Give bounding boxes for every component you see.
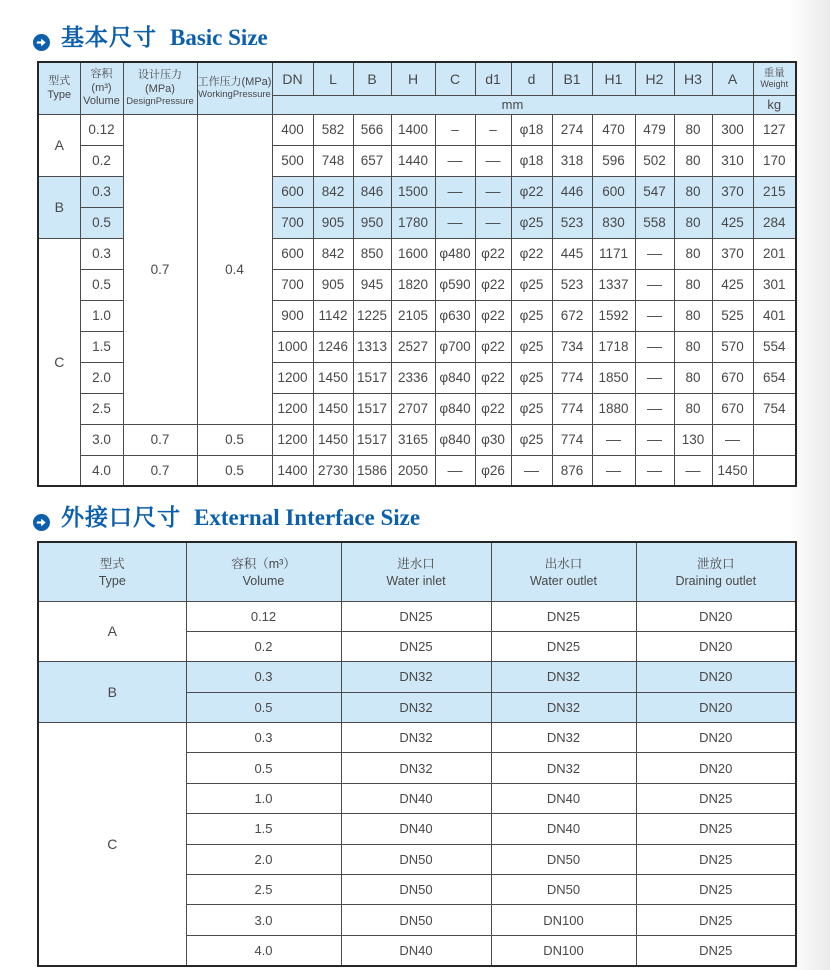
data-cell: DN32 bbox=[341, 692, 491, 722]
col-header-design-pressure-en: DesignPressure bbox=[126, 96, 194, 108]
data-cell: 2.5 bbox=[186, 875, 341, 905]
data-cell: 596 bbox=[592, 145, 635, 176]
col-header-draining-outlet-en: Draining outlet bbox=[675, 573, 757, 588]
dim-header-dn: DN bbox=[272, 62, 313, 95]
data-cell bbox=[753, 424, 796, 455]
data-cell: 1718 bbox=[592, 331, 635, 362]
data-cell: 900 bbox=[272, 300, 313, 331]
col-header-water-inlet-en: Water inlet bbox=[386, 573, 446, 588]
type-cell: B bbox=[38, 662, 186, 723]
data-cell: 842 bbox=[313, 238, 353, 269]
data-cell: 0.5 bbox=[186, 753, 341, 783]
data-cell: 318 bbox=[552, 145, 592, 176]
data-cell: 2527 bbox=[391, 331, 435, 362]
external-interface-table bbox=[37, 541, 797, 967]
data-cell: 905 bbox=[313, 207, 353, 238]
data-cell: –– bbox=[674, 455, 712, 486]
data-cell: 2.0 bbox=[80, 362, 123, 393]
data-cell: 1450 bbox=[313, 393, 353, 424]
data-cell: 945 bbox=[353, 269, 391, 300]
data-cell: DN20 bbox=[636, 723, 796, 753]
data-cell: –– bbox=[475, 176, 511, 207]
circle-arrow-right-icon bbox=[33, 510, 50, 527]
table-row bbox=[38, 455, 796, 486]
dim-header-h2: H2 bbox=[635, 62, 674, 95]
data-cell: 523 bbox=[552, 207, 592, 238]
data-cell: –– bbox=[635, 362, 674, 393]
col-header-working-pressure bbox=[197, 62, 272, 114]
data-cell: 0.7 bbox=[123, 455, 197, 486]
dim-header-h1: H1 bbox=[592, 62, 635, 95]
dim-header-l: L bbox=[313, 62, 353, 95]
table-row bbox=[38, 424, 796, 455]
data-cell: 0.5 bbox=[186, 692, 341, 722]
dim-header-a: A bbox=[712, 62, 753, 95]
data-cell: 301 bbox=[753, 269, 796, 300]
data-cell: –– bbox=[435, 455, 475, 486]
type-cell: B bbox=[38, 176, 80, 238]
data-cell: 1820 bbox=[391, 269, 435, 300]
data-cell: 654 bbox=[753, 362, 796, 393]
data-cell: 80 bbox=[674, 114, 712, 145]
data-cell: –– bbox=[475, 207, 511, 238]
col-header-volume-zh: 容积(m³) bbox=[90, 67, 113, 94]
data-cell: φ25 bbox=[511, 331, 552, 362]
data-cell: 170 bbox=[753, 145, 796, 176]
data-cell: 130 bbox=[674, 424, 712, 455]
dim-header-b: B bbox=[353, 62, 391, 95]
data-cell: 1440 bbox=[391, 145, 435, 176]
data-cell: 80 bbox=[674, 269, 712, 300]
data-cell: 582 bbox=[313, 114, 353, 145]
col-header-type-en: Type bbox=[98, 573, 126, 588]
data-cell: DN20 bbox=[636, 601, 796, 631]
data-cell: 0.12 bbox=[186, 601, 341, 631]
data-cell: 446 bbox=[552, 176, 592, 207]
col-header-type-zh: 型式 bbox=[99, 556, 125, 571]
col-header-type bbox=[38, 542, 186, 601]
data-cell: DN32 bbox=[341, 723, 491, 753]
data-cell: DN50 bbox=[491, 875, 636, 905]
type-cell: C bbox=[38, 723, 186, 966]
data-cell: φ18 bbox=[511, 145, 552, 176]
data-cell: 905 bbox=[313, 269, 353, 300]
data-cell: 2105 bbox=[391, 300, 435, 331]
unit-kg-header: kg bbox=[753, 95, 796, 114]
data-cell: 0.2 bbox=[80, 145, 123, 176]
data-cell: DN25 bbox=[341, 631, 491, 661]
data-cell: 2.0 bbox=[186, 844, 341, 874]
data-cell: 523 bbox=[552, 269, 592, 300]
data-cell: DN20 bbox=[636, 753, 796, 783]
data-cell: 0.2 bbox=[186, 631, 341, 661]
data-cell: φ22 bbox=[475, 238, 511, 269]
data-cell: 215 bbox=[753, 176, 796, 207]
data-cell: 1450 bbox=[313, 362, 353, 393]
data-cell: DN25 bbox=[636, 905, 796, 935]
data-cell: 566 bbox=[353, 114, 391, 145]
data-cell: 201 bbox=[753, 238, 796, 269]
col-header-draining-outlet-zh: 泄放口 bbox=[696, 556, 735, 571]
data-cell: DN25 bbox=[636, 814, 796, 844]
data-cell: DN40 bbox=[491, 814, 636, 844]
data-cell: φ25 bbox=[511, 424, 552, 455]
data-cell: 1225 bbox=[353, 300, 391, 331]
data-cell: 502 bbox=[635, 145, 674, 176]
data-cell: 672 bbox=[552, 300, 592, 331]
data-cell: –– bbox=[592, 455, 635, 486]
interface-header-row bbox=[38, 542, 796, 601]
col-header-type bbox=[38, 62, 80, 114]
basic-size-title-zh: 基本尺寸 bbox=[61, 25, 157, 50]
data-cell: 274 bbox=[552, 114, 592, 145]
data-cell: φ480 bbox=[435, 238, 475, 269]
data-cell: 3.0 bbox=[80, 424, 123, 455]
data-cell: 774 bbox=[552, 362, 592, 393]
data-cell: 1200 bbox=[272, 424, 313, 455]
data-cell: φ25 bbox=[511, 300, 552, 331]
col-header-weight bbox=[753, 62, 796, 95]
data-cell: 0.5 bbox=[197, 424, 272, 455]
col-header-volume bbox=[186, 542, 341, 601]
data-cell: DN100 bbox=[491, 935, 636, 965]
col-header-draining-outlet bbox=[636, 542, 796, 601]
data-cell: 1586 bbox=[353, 455, 391, 486]
data-cell: 4.0 bbox=[80, 455, 123, 486]
data-cell: φ25 bbox=[511, 207, 552, 238]
dim-header-d: d bbox=[511, 62, 552, 95]
data-cell: 1337 bbox=[592, 269, 635, 300]
interface-size-title-en: External Interface Size bbox=[194, 505, 421, 530]
data-cell: 1313 bbox=[353, 331, 391, 362]
data-cell: φ22 bbox=[475, 269, 511, 300]
data-cell: DN32 bbox=[491, 753, 636, 783]
data-cell: 445 bbox=[552, 238, 592, 269]
working-pressure-cell: 0.4 bbox=[197, 114, 272, 424]
basic-header-row-1 bbox=[38, 62, 796, 95]
data-cell: 547 bbox=[635, 176, 674, 207]
data-cell: 3165 bbox=[391, 424, 435, 455]
data-cell: DN40 bbox=[341, 814, 491, 844]
data-cell: 700 bbox=[272, 207, 313, 238]
data-cell: DN40 bbox=[341, 935, 491, 965]
data-cell: DN50 bbox=[341, 875, 491, 905]
col-header-design-pressure bbox=[123, 62, 197, 114]
data-cell: 500 bbox=[272, 145, 313, 176]
data-cell: φ25 bbox=[511, 269, 552, 300]
data-cell: 300 bbox=[712, 114, 753, 145]
data-cell: 80 bbox=[674, 145, 712, 176]
data-cell: –– bbox=[635, 424, 674, 455]
basic-size-title-en: Basic Size bbox=[170, 25, 268, 50]
data-cell: φ630 bbox=[435, 300, 475, 331]
data-cell: 1200 bbox=[272, 362, 313, 393]
data-cell: 570 bbox=[712, 331, 753, 362]
data-cell: DN20 bbox=[636, 692, 796, 722]
data-cell: 470 bbox=[592, 114, 635, 145]
data-cell: 1246 bbox=[313, 331, 353, 362]
data-cell: φ22 bbox=[475, 300, 511, 331]
table-row bbox=[38, 114, 796, 145]
data-cell: 0.3 bbox=[186, 662, 341, 692]
dim-header-h3: H3 bbox=[674, 62, 712, 95]
data-cell: φ840 bbox=[435, 393, 475, 424]
col-header-type-en: Type bbox=[47, 88, 72, 101]
data-cell: 370 bbox=[712, 176, 753, 207]
col-header-working-pressure-en: WorkingPressure bbox=[198, 89, 271, 101]
circle-arrow-right-icon bbox=[33, 30, 50, 47]
data-cell: 1.5 bbox=[80, 331, 123, 362]
data-cell: 2336 bbox=[391, 362, 435, 393]
data-cell: φ22 bbox=[475, 393, 511, 424]
interface-size-title bbox=[33, 504, 795, 532]
dim-header-h: H bbox=[391, 62, 435, 95]
data-cell: DN40 bbox=[341, 783, 491, 813]
data-cell: –– bbox=[435, 145, 475, 176]
data-cell: DN25 bbox=[491, 631, 636, 661]
unit-mm-header: mm bbox=[272, 95, 753, 114]
data-cell: –– bbox=[435, 207, 475, 238]
data-cell: 850 bbox=[353, 238, 391, 269]
data-cell: 2730 bbox=[313, 455, 353, 486]
data-cell: φ30 bbox=[475, 424, 511, 455]
data-cell: φ25 bbox=[511, 362, 552, 393]
design-pressure-cell: 0.7 bbox=[123, 114, 197, 424]
data-cell: φ840 bbox=[435, 362, 475, 393]
data-cell: 1600 bbox=[391, 238, 435, 269]
col-header-volume-en: Volume bbox=[83, 95, 120, 108]
col-header-water-outlet-en: Water outlet bbox=[530, 573, 597, 588]
data-cell: φ700 bbox=[435, 331, 475, 362]
data-cell: 80 bbox=[674, 331, 712, 362]
data-cell: 1517 bbox=[353, 393, 391, 424]
data-cell: 80 bbox=[674, 207, 712, 238]
data-cell: 80 bbox=[674, 300, 712, 331]
data-cell: 2707 bbox=[391, 393, 435, 424]
table-row bbox=[38, 601, 796, 631]
data-cell: 525 bbox=[712, 300, 753, 331]
data-cell: DN100 bbox=[491, 905, 636, 935]
data-cell: DN20 bbox=[636, 662, 796, 692]
data-cell: 400 bbox=[272, 114, 313, 145]
type-cell: C bbox=[38, 238, 80, 486]
data-cell: 310 bbox=[712, 145, 753, 176]
basic-size-table bbox=[37, 61, 797, 487]
col-header-volume-zh: 容积（m³） bbox=[231, 556, 296, 571]
data-cell: φ22 bbox=[475, 362, 511, 393]
data-cell: 1200 bbox=[272, 393, 313, 424]
data-cell: 0.12 bbox=[80, 114, 123, 145]
data-cell: 1517 bbox=[353, 424, 391, 455]
data-cell: φ22 bbox=[475, 331, 511, 362]
data-cell: 558 bbox=[635, 207, 674, 238]
data-cell: –– bbox=[435, 176, 475, 207]
data-cell: 401 bbox=[753, 300, 796, 331]
data-cell: 700 bbox=[272, 269, 313, 300]
data-cell: DN50 bbox=[341, 844, 491, 874]
data-cell: DN50 bbox=[491, 844, 636, 874]
data-cell: 4.0 bbox=[186, 935, 341, 965]
data-cell: – bbox=[435, 114, 475, 145]
data-cell: 600 bbox=[272, 176, 313, 207]
data-cell: 0.5 bbox=[80, 269, 123, 300]
data-cell: 670 bbox=[712, 362, 753, 393]
table-row bbox=[38, 662, 796, 692]
data-cell: –– bbox=[635, 455, 674, 486]
data-cell: 80 bbox=[674, 176, 712, 207]
data-cell: 734 bbox=[552, 331, 592, 362]
data-cell: 1.0 bbox=[186, 783, 341, 813]
data-cell: 2.5 bbox=[80, 393, 123, 424]
col-header-design-pressure-zh: 设计压力(MPa) bbox=[138, 68, 182, 95]
data-cell: 0.3 bbox=[186, 723, 341, 753]
data-cell: φ840 bbox=[435, 424, 475, 455]
data-cell: 425 bbox=[712, 269, 753, 300]
col-header-type-zh: 型式 bbox=[48, 74, 71, 87]
interface-size-title-zh: 外接口尺寸 bbox=[61, 505, 181, 530]
dim-header-b1: B1 bbox=[552, 62, 592, 95]
dim-header-c: C bbox=[435, 62, 475, 95]
data-cell: 1517 bbox=[353, 362, 391, 393]
data-cell: –– bbox=[635, 300, 674, 331]
data-cell: –– bbox=[475, 145, 511, 176]
data-cell: –– bbox=[511, 455, 552, 486]
data-cell: 748 bbox=[313, 145, 353, 176]
data-cell: 774 bbox=[552, 393, 592, 424]
data-cell: 80 bbox=[674, 393, 712, 424]
col-header-volume bbox=[80, 62, 123, 114]
data-cell: φ25 bbox=[511, 393, 552, 424]
data-cell: DN32 bbox=[491, 723, 636, 753]
data-cell: DN50 bbox=[341, 905, 491, 935]
data-cell: DN25 bbox=[491, 601, 636, 631]
data-cell: –– bbox=[592, 424, 635, 455]
data-cell: 670 bbox=[712, 393, 753, 424]
data-cell: 754 bbox=[753, 393, 796, 424]
data-cell: 0.5 bbox=[80, 207, 123, 238]
data-cell: 1000 bbox=[272, 331, 313, 362]
data-cell: DN20 bbox=[636, 631, 796, 661]
table-row bbox=[38, 723, 796, 753]
data-cell: 600 bbox=[272, 238, 313, 269]
data-cell: DN32 bbox=[491, 662, 636, 692]
data-cell: 1780 bbox=[391, 207, 435, 238]
data-cell: φ26 bbox=[475, 455, 511, 486]
data-cell: 0.7 bbox=[123, 424, 197, 455]
data-cell: 370 bbox=[712, 238, 753, 269]
data-cell bbox=[753, 455, 796, 486]
data-cell: DN32 bbox=[491, 692, 636, 722]
data-cell: 1142 bbox=[313, 300, 353, 331]
data-cell: 830 bbox=[592, 207, 635, 238]
data-cell: 127 bbox=[753, 114, 796, 145]
data-cell: DN32 bbox=[341, 753, 491, 783]
data-cell: 876 bbox=[552, 455, 592, 486]
data-cell: DN40 bbox=[491, 783, 636, 813]
data-cell: 3.0 bbox=[186, 905, 341, 935]
data-cell: φ590 bbox=[435, 269, 475, 300]
data-cell: 1.0 bbox=[80, 300, 123, 331]
data-cell: 80 bbox=[674, 238, 712, 269]
data-cell: 1450 bbox=[313, 424, 353, 455]
data-cell: 479 bbox=[635, 114, 674, 145]
data-cell: 846 bbox=[353, 176, 391, 207]
data-cell: –– bbox=[635, 393, 674, 424]
data-cell: 1592 bbox=[592, 300, 635, 331]
data-cell: DN32 bbox=[341, 662, 491, 692]
data-cell: –– bbox=[635, 331, 674, 362]
data-cell: 80 bbox=[674, 362, 712, 393]
data-cell: 1500 bbox=[391, 176, 435, 207]
data-cell: 950 bbox=[353, 207, 391, 238]
data-cell: 1880 bbox=[592, 393, 635, 424]
data-cell: – bbox=[475, 114, 511, 145]
data-cell: DN25 bbox=[636, 783, 796, 813]
col-header-water-outlet-zh: 出水口 bbox=[544, 556, 583, 571]
col-header-weight-en: Weight bbox=[760, 78, 789, 89]
data-cell: φ22 bbox=[511, 238, 552, 269]
data-cell: DN25 bbox=[636, 875, 796, 905]
data-cell: 1400 bbox=[391, 114, 435, 145]
data-cell: 657 bbox=[353, 145, 391, 176]
data-cell: 1450 bbox=[712, 455, 753, 486]
section-spacer bbox=[33, 487, 795, 504]
col-header-working-pressure-zh: 工作压力(MPa) bbox=[197, 75, 272, 88]
col-header-water-outlet bbox=[491, 542, 636, 601]
data-cell: 2050 bbox=[391, 455, 435, 486]
data-cell: 600 bbox=[592, 176, 635, 207]
data-cell: φ18 bbox=[511, 114, 552, 145]
data-cell: –– bbox=[712, 424, 753, 455]
data-cell: 1400 bbox=[272, 455, 313, 486]
data-cell: DN25 bbox=[341, 601, 491, 631]
type-cell: A bbox=[38, 114, 80, 176]
data-cell: 0.5 bbox=[197, 455, 272, 486]
data-cell: 1.5 bbox=[186, 814, 341, 844]
data-cell: 0.3 bbox=[80, 238, 123, 269]
data-cell: –– bbox=[635, 269, 674, 300]
data-cell: –– bbox=[635, 238, 674, 269]
data-cell: 842 bbox=[313, 176, 353, 207]
col-header-water-inlet-zh: 进水口 bbox=[397, 556, 435, 571]
dim-header-d1: d1 bbox=[475, 62, 511, 95]
data-cell: 774 bbox=[552, 424, 592, 455]
col-header-weight-zh: 重量 bbox=[763, 67, 785, 80]
type-cell: A bbox=[38, 601, 186, 662]
data-cell: 284 bbox=[753, 207, 796, 238]
data-cell: DN25 bbox=[636, 935, 796, 965]
col-header-volume-en: Volume bbox=[242, 573, 285, 588]
data-cell: 0.3 bbox=[80, 176, 123, 207]
data-cell: 1850 bbox=[592, 362, 635, 393]
data-cell: 425 bbox=[712, 207, 753, 238]
data-cell: DN25 bbox=[636, 844, 796, 874]
col-header-water-inlet bbox=[341, 542, 491, 601]
data-cell: 1171 bbox=[592, 238, 635, 269]
data-cell: φ22 bbox=[511, 176, 552, 207]
basic-size-title bbox=[33, 24, 795, 52]
data-cell: 554 bbox=[753, 331, 796, 362]
